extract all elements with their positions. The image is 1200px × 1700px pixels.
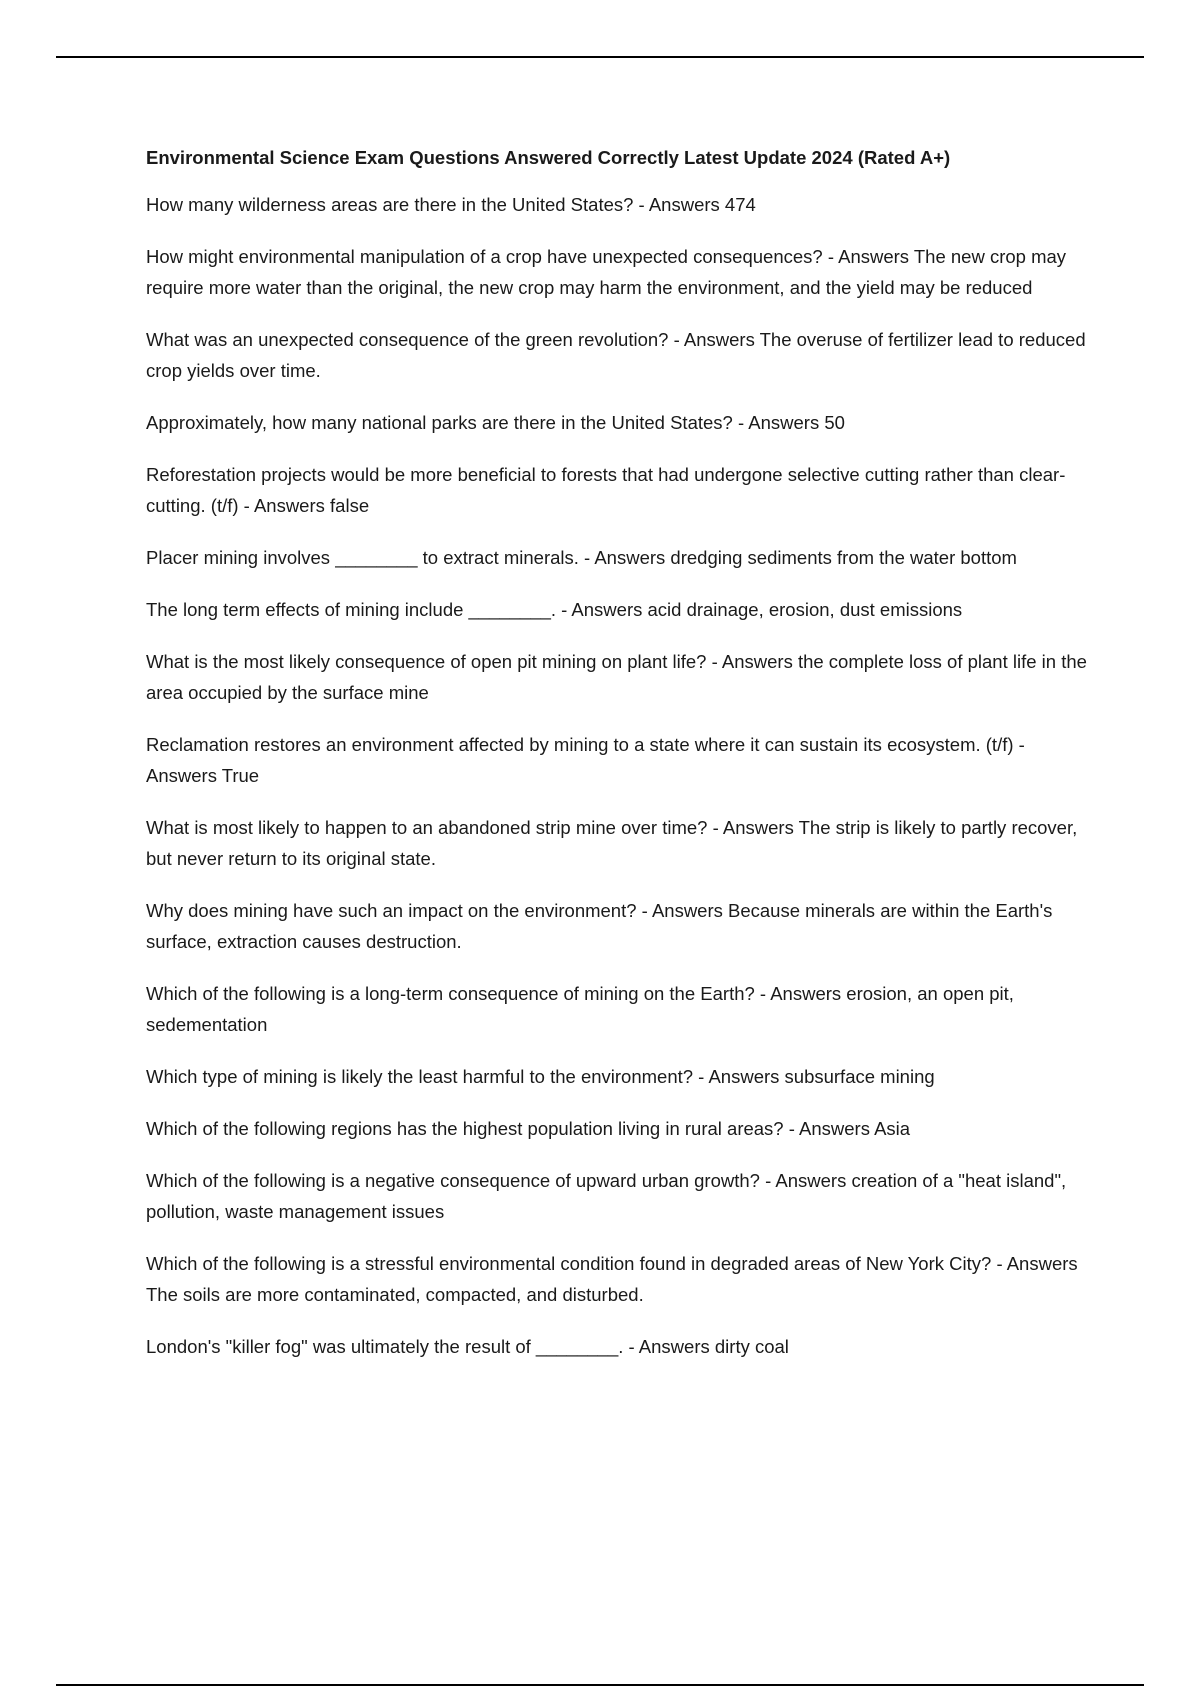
qa-item: Which of the following regions has the highest population living in rural areas? - Answers Asia — [146, 1118, 911, 1139]
qa-item: Which of the following is a long-term consequence of mining on the Earth? - Answers erosion, an open pit, sedementation — [146, 983, 1014, 1035]
qa-item: Which of the following is a negative consequence of upward urban growth? - Answers creation of a "heat island", pollution, waste management issues — [146, 1170, 1067, 1222]
footer-rule — [56, 1684, 1144, 1686]
qa-item: London's "killer fog" was ultimately the result of ________. - Answers dirty coal — [146, 1336, 789, 1357]
qa-item: Why does mining have such an impact on the environment? - Answers Because minerals are within the Earth's surface, extraction causes destruction. — [146, 900, 1053, 952]
qa-item: Approximately, how many national parks are there in the United States? - Answers 50 — [146, 412, 845, 433]
qa-item: The long term effects of mining include ________. - Answers acid drainage, erosion, dust emissions — [146, 599, 963, 620]
qa-item: How might environmental manipulation of a crop have unexpected consequences? - Answers The new crop may require more water than the original, the new crop may harm the environment, and the yield may be reduced — [146, 246, 1067, 298]
qa-item: What is the most likely consequence of open pit mining on plant life? - Answers the complete loss of plant life in the area occupied by the surface mine — [146, 651, 1087, 703]
qa-item: Which of the following is a stressful environmental condition found in degraded areas of New York City? - Answers The soils are more contaminated, compacted, and disturbed. — [146, 1253, 1078, 1305]
document-title: Environmental Science Exam Questions Answered Correctly Latest Update 2024 (Rated A+) — [146, 147, 951, 168]
qa-item: What is most likely to happen to an abandoned strip mine over time? - Answers The strip is likely to partly recover, but never return to its original state. — [146, 817, 1078, 869]
qa-item: Reforestation projects would be more beneficial to forests that had undergone selective cutting rather than clear-cutting. (t/f) - Answers false — [146, 464, 1066, 516]
qa-item: What was an unexpected consequence of the green revolution? - Answers The overuse of fertilizer lead to reduced crop yields over time. — [146, 329, 1086, 381]
qa-item: How many wilderness areas are there in the United States? - Answers 474 — [146, 194, 756, 215]
header-rule — [56, 56, 1144, 58]
document-body — [146, 142, 1088, 1383]
qa-item: Which type of mining is likely the least harmful to the environment? - Answers subsurface mining — [146, 1066, 935, 1087]
qa-item: Reclamation restores an environment affected by mining to a state where it can sustain its ecosystem. (t/f) - Answers True — [146, 734, 1025, 786]
qa-item: Placer mining involves ________ to extract minerals. - Answers dredging sediments from the water bottom — [146, 547, 1017, 568]
